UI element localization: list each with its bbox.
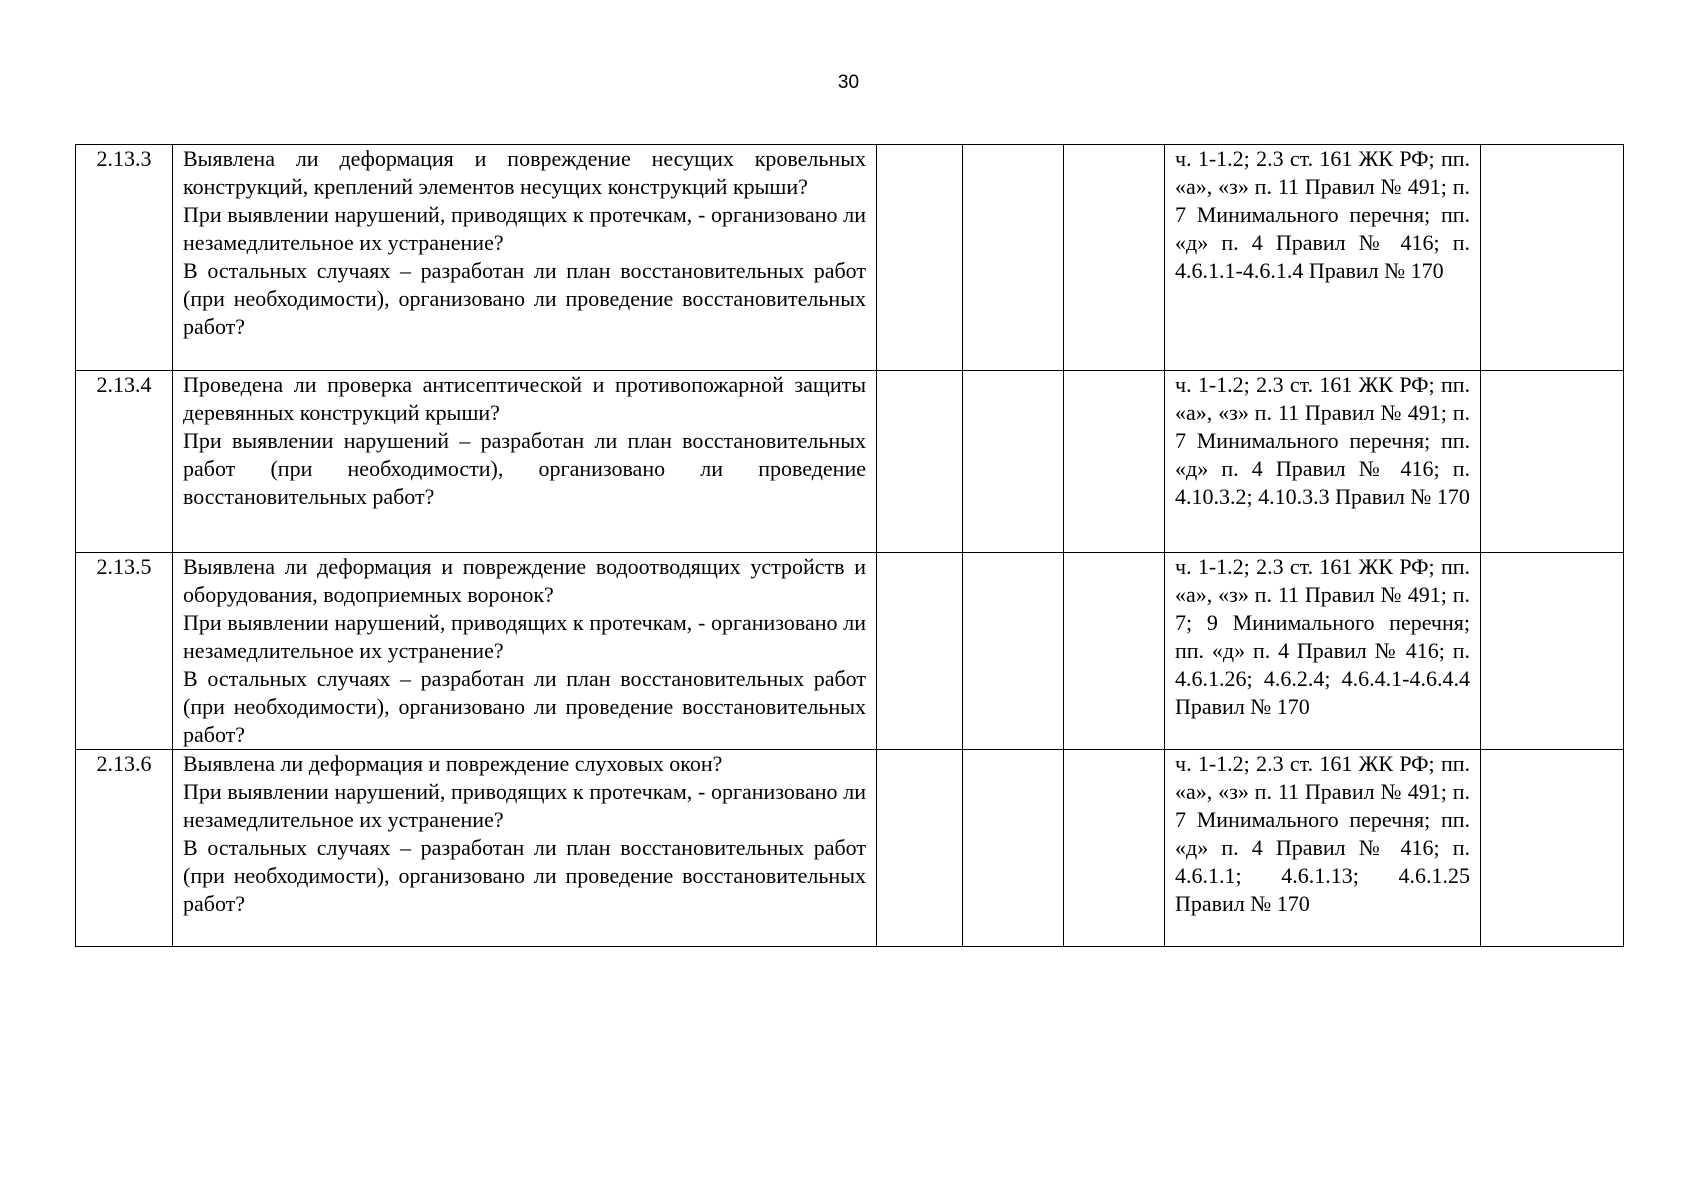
question-cell	[173, 553, 877, 750]
empty-cell	[1064, 750, 1165, 947]
question-paragraph: В остальных случаях – разработан ли план восстановительных работ (при необходимости), организовано ли проведение восстановительных работ?	[183, 258, 866, 339]
question-paragraph: При выявлении нарушений – разработан ли план восстановительных работ (при необходимости), организовано ли проведение восстановительных работ?	[183, 428, 866, 509]
question-paragraph: В остальных случаях – разработан ли план восстановительных работ (при необходимости), организовано ли проведение восстановительных работ?	[183, 835, 866, 916]
question-paragraph: Выявлена ли деформация и повреждение водоотводящих устройств и оборудования, водоприемных воронок?	[183, 554, 866, 607]
table-row	[76, 750, 1624, 947]
empty-cell	[1481, 371, 1624, 553]
question-paragraph: Проведена ли проверка антисептической и противопожарной защиты деревянных конструкций крыши?	[183, 372, 866, 425]
empty-cell	[877, 553, 963, 750]
empty-cell	[1064, 553, 1165, 750]
checklist-table	[75, 144, 1624, 947]
question-paragraph: В остальных случаях – разработан ли план восстановительных работ (при необходимости), организовано ли проведение восстановительных работ?	[183, 666, 866, 747]
legal-reference-cell	[1165, 750, 1481, 947]
question-paragraph: Выявлена ли деформация и повреждение слуховых окон?	[183, 751, 723, 776]
legal-reference-cell	[1165, 371, 1481, 553]
question-cell	[173, 145, 877, 371]
question-paragraph: При выявлении нарушений, приводящих к протечкам, - организовано ли незамедлительное их устранение?	[183, 202, 866, 255]
table-row	[76, 145, 1624, 371]
legal-reference: ч. 1-1.2; 2.3 ст. 161 ЖК РФ; пп. «а», «з» п. 11 Правил № 491; п. 7 Минимального перечня; пп. «д» п. 4 Правил № 416; п. 4.6.1.1-4.6.1.4 Правил № 170	[1175, 146, 1470, 283]
question-paragraph: При выявлении нарушений, приводящих к протечкам, - организовано ли незамедлительное их устранение?	[183, 779, 866, 832]
page-number: 30	[837, 72, 860, 93]
question-paragraph: При выявлении нарушений, приводящих к протечкам, - организовано ли незамедлительное их устранение?	[183, 610, 866, 663]
legal-reference-cell	[1165, 145, 1481, 371]
legal-reference: ч. 1-1.2; 2.3 ст. 161 ЖК РФ; пп. «а», «з» п. 11 Правил № 491; п. 7; 9 Минимального перечня; пп. «д» п. 4 Правил № 416; п. 4.6.1.26; 4.6.2.4; 4.6.4.1-4.6.4.4 Правил № 170	[1175, 554, 1470, 719]
legal-reference: ч. 1-1.2; 2.3 ст. 161 ЖК РФ; пп. «а», «з» п. 11 Правил № 491; п. 7 Минимального перечня; пп. «д» п. 4 Правил № 416; п. 4.10.3.2; 4.10.3.3 Правил № 170	[1175, 372, 1470, 509]
question-paragraph: Выявлена ли деформация и повреждение несущих кровельных конструкций, креплений элементов несущих конструкций крыши?	[183, 146, 866, 199]
empty-cell	[963, 750, 1064, 947]
item-number: 2.13.3	[76, 145, 173, 371]
empty-cell	[1064, 145, 1165, 371]
question-cell	[173, 750, 877, 947]
question-cell	[173, 371, 877, 553]
empty-cell	[1481, 553, 1624, 750]
empty-cell	[1064, 371, 1165, 553]
empty-cell	[1481, 145, 1624, 371]
empty-cell	[877, 145, 963, 371]
legal-reference-cell	[1165, 553, 1481, 750]
item-number: 2.13.4	[76, 371, 173, 553]
empty-cell	[963, 145, 1064, 371]
table-row	[76, 371, 1624, 553]
empty-cell	[963, 553, 1064, 750]
empty-cell	[963, 371, 1064, 553]
item-number: 2.13.6	[76, 750, 173, 947]
empty-cell	[1481, 750, 1624, 947]
empty-cell	[877, 371, 963, 553]
empty-cell	[877, 750, 963, 947]
table-row	[76, 553, 1624, 750]
legal-reference: ч. 1-1.2; 2.3 ст. 161 ЖК РФ; пп. «а», «з» п. 11 Правил № 491; п. 7 Минимального перечня; пп. «д» п. 4 Правил № 416; п. 4.6.1.1; 4.6.1.13; 4.6.1.25 Правил № 170	[1175, 751, 1470, 916]
item-number: 2.13.5	[76, 553, 173, 750]
